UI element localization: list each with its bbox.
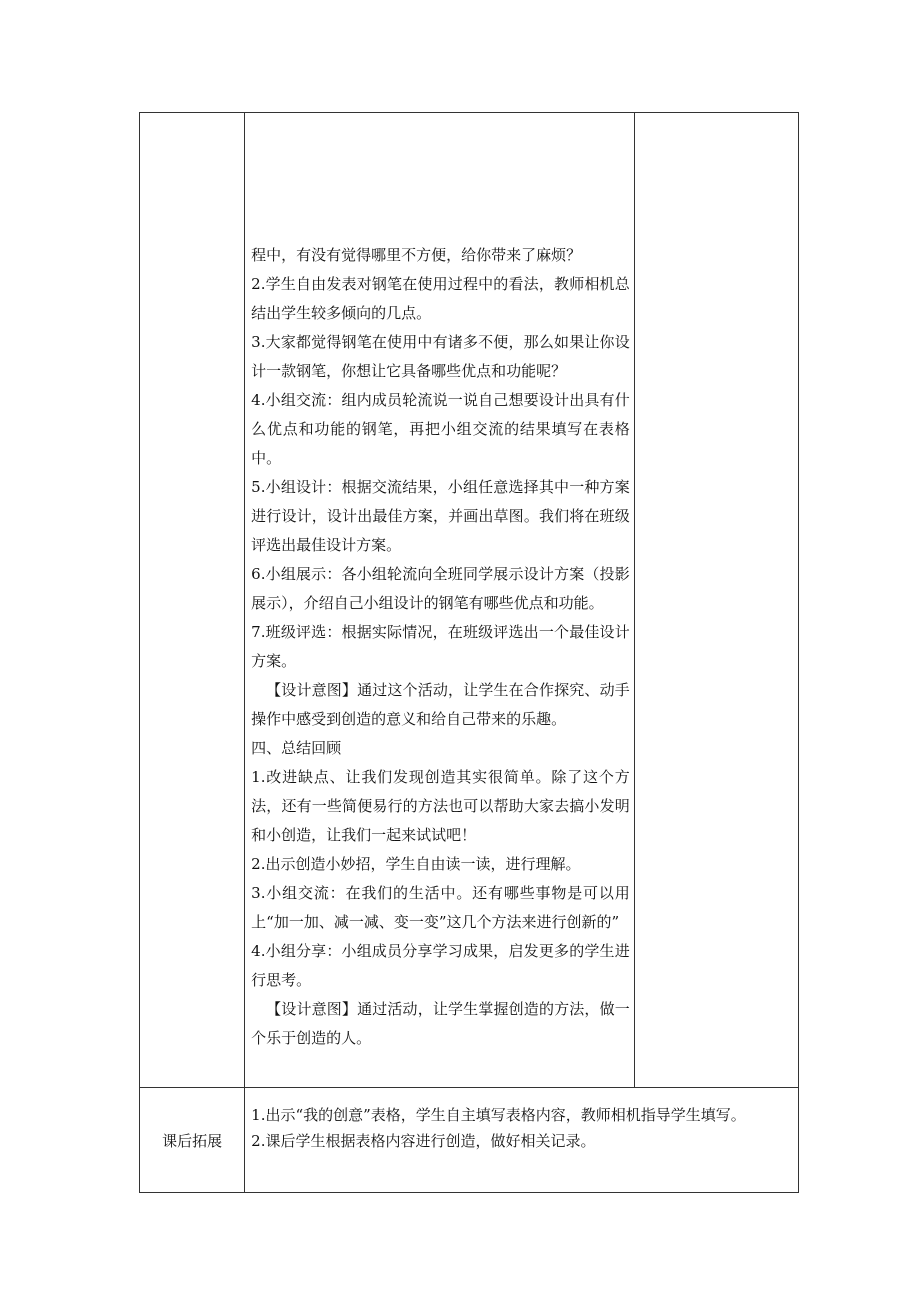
- content-line: 2.出示创造小妙招，学生自由读一读，进行理解。: [251, 855, 581, 873]
- teaching-process-row: [140, 113, 799, 1088]
- design-intent-note: 【设计意图】通过活动，让学生掌握创造的方法，做一个乐于创造的人。: [251, 1000, 630, 1047]
- content-line: 4.小组交流：组内成员轮流说一说自己想要设计出具有什么优点和功能的钢笔，再把小组交流的结果填写在表格中。: [251, 391, 630, 467]
- content-line: 程中，有没有觉得哪里不方便，给你带来了麻烦？: [251, 246, 582, 264]
- stage-label-cell: [140, 113, 245, 1088]
- content-line: 7.班级评选：根据实际情况，在班级评选出一个最佳设计方案。: [251, 623, 630, 670]
- extension-content: [245, 1088, 798, 1154]
- extension-row: [140, 1088, 799, 1193]
- content-line: 2.学生自由发表对钢笔在使用过程中的看法，教师相机总结出学生较多倾向的几点。: [251, 275, 630, 322]
- design-intent-note: 【设计意图】通过这个活动，让学生在合作探究、动手操作中感受到创造的意义和给自己带来的乐趣。: [251, 681, 630, 728]
- content-line: 3.大家都觉得钢笔在使用中有诸多不便，那么如果让你设计一款钢笔，你想让它具备哪些优点和功能呢？: [251, 333, 630, 380]
- section-heading: 四、总结回顾: [251, 739, 342, 757]
- teaching-content-cell: [245, 113, 635, 1088]
- extension-label: 课后拓展: [140, 1088, 245, 1193]
- lesson-plan-table: [139, 112, 799, 1193]
- content-line: 1.改进缺点、让我们发现创造其实很简单。除了这个方法，还有一些简便易行的方法也可以帮助大家去搞小发明和小创造，让我们一起来试试吧！: [251, 768, 630, 844]
- content-line: 4.小组分享：小组成员分享学习成果，启发更多的学生进行思考。: [251, 942, 630, 989]
- content-line: 5.小组设计：根据交流结果，小组任意选择其中一种方案进行设计，设计出最佳方案，并画出草图。我们将在班级评选出最佳设计方案。: [251, 478, 630, 554]
- extension-content-cell: [245, 1088, 799, 1193]
- extension-line: 2.课后学生根据表格内容进行创造，做好相关记录。: [251, 1132, 596, 1150]
- content-line: 3.小组交流：在我们的生活中。还有哪些事物是可以用上“加一加、减一减、变一变”这几个方法来进行创新的”: [251, 884, 630, 931]
- content-line: 6.小组展示：各小组轮流向全班同学展示设计方案（投影展示），介绍自己小组设计的钢笔有哪些优点和功能。: [251, 565, 630, 612]
- extension-line: 1.出示“我的创意”表格，学生自主填写表格内容，教师相机指导学生填写。: [251, 1106, 746, 1124]
- teaching-content: [245, 113, 634, 1053]
- notes-cell: [634, 113, 798, 1088]
